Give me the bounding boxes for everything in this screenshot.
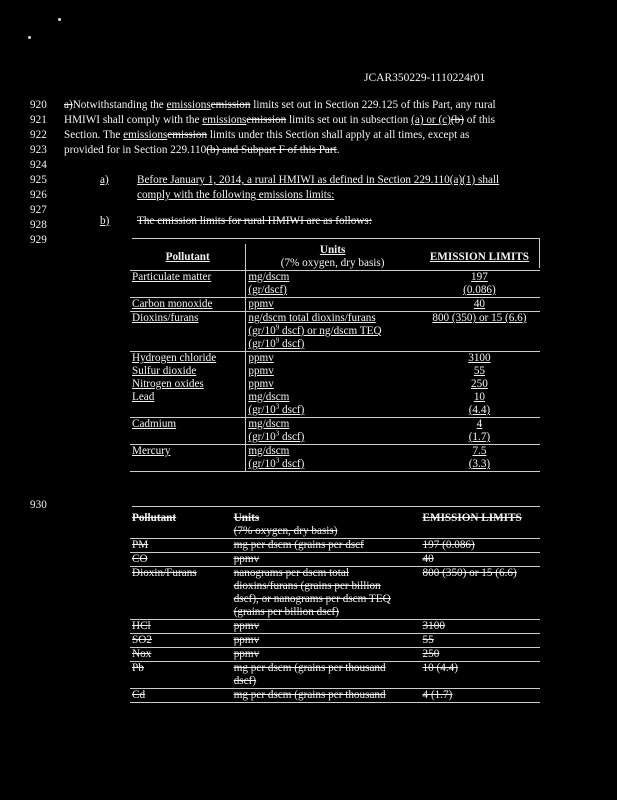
struck-text: (b) and Subpart F of this Part <box>206 144 337 156</box>
text: limits set out in subsection <box>286 114 412 126</box>
line-number: 927 <box>30 204 47 216</box>
table-row: SO2 ppmv 55 <box>130 634 540 648</box>
text: limits under this Section shall apply at all times, except as <box>207 129 470 141</box>
text: limits set out in Section 229.125 of this Part, any rural <box>250 99 496 111</box>
document-id: JCAR350229-1110224r01 <box>364 72 486 84</box>
line-number: 925 <box>30 174 47 186</box>
line-number: 926 <box>30 189 47 201</box>
table-row: HCl ppmv 3100 <box>130 620 540 634</box>
paragraph-line <box>64 99 544 112</box>
table-top-rule <box>132 506 540 507</box>
emission-limits-table-deleted <box>130 512 540 703</box>
header-cell: Units (7% oxygen, dry basis) <box>246 244 419 271</box>
table-row: Pb mg per dscm (grains per thousand dscf) 10 (4.4) <box>130 662 540 689</box>
inserted-text: emissions <box>123 129 168 141</box>
struck-text: a) <box>64 99 73 111</box>
table-row: Cadmium mg/dscm ($gr/10^3$ dscf) 4 (1.7) <box>130 418 540 445</box>
speck-dot <box>58 18 61 21</box>
line-number: 922 <box>30 129 47 141</box>
line-number: 924 <box>30 159 47 171</box>
table-row: PM mg per dscm (grains per dscf 197 (0.086) <box>130 539 540 553</box>
paragraph-line <box>64 144 544 157</box>
paragraph-line: Before January 1, 2014, a rural HMIWI as defined in Section 229.110(a)(1) shall <box>137 174 500 186</box>
paragraph-line <box>64 129 544 142</box>
table-header-row <box>130 244 540 271</box>
table-row: Nitrogen oxides ppmv 250 <box>132 378 488 390</box>
text: of this <box>463 114 495 126</box>
text: HMIWI shall comply with the <box>64 114 203 126</box>
table-row: Cd mg per dscm (grains per thousand 4 (1.7) <box>130 689 540 703</box>
table-row: Dioxins/furans ng/dscm total dioxins/furans ($gr/10^9$ dscf) or ng/dscm TEQ ($gr/10^9$ dscf) 800 (350) or 15 (6.6) <box>130 312 540 352</box>
table-row: Dioxin/Furans nanograms per dscm total dioxins/furans (grains per billion dscf), or nanograms per dscm TEQ (grains per billion dscf) 800 (350) or 15 (6.6) <box>130 567 540 620</box>
struck-text: emission <box>246 114 287 126</box>
table-row: Sulfur dioxide ppmv 55 <box>132 365 486 377</box>
emission-limits-table-new <box>130 244 540 472</box>
table-header-row: Pollutant Units (7% oxygen, dry basis) EMISSION LIMITS <box>130 512 540 539</box>
line-number: 920 <box>30 99 47 111</box>
paragraph-line <box>64 114 544 127</box>
inserted-text: emissions <box>202 114 247 126</box>
struck-text: emission <box>210 99 251 111</box>
text: Notwithstanding the <box>72 99 167 111</box>
text: . <box>336 144 340 156</box>
table-row: Hydrogen chloride ppmv 3100 <box>132 352 491 364</box>
line-number: 930 <box>30 499 47 511</box>
line-number: 929 <box>30 234 47 246</box>
text: provided for in Section 229.110 <box>64 144 207 156</box>
speck-dot <box>28 36 31 39</box>
struck-text: emission <box>167 129 208 141</box>
table-top-rule <box>132 238 540 239</box>
table-row: CO ppmv 40 <box>130 553 540 567</box>
subsection-label: a) <box>100 174 109 186</box>
header-cell: Pollutant <box>130 244 246 271</box>
inserted-text: emissions <box>166 99 211 111</box>
table-row: Lead mg/dscm ($gr/10^3$ dscf) 10 (4.4) <box>130 391 540 418</box>
header-cell: EMISSION LIMITS <box>419 244 540 271</box>
inserted-text: (a) or (c) <box>411 114 451 126</box>
subsection-label: b) <box>100 215 110 227</box>
table-row: Mercury mg/dscm ($gr/10^3$ dscf) 7.5 (3.3) <box>130 445 540 472</box>
table-row: Nox ppmv 250 <box>130 648 540 662</box>
table-row: Carbon monoxide ppmv 40 <box>130 298 540 312</box>
line-number: 928 <box>30 219 47 231</box>
struck-text: (b) <box>450 114 464 126</box>
line-number: 921 <box>30 114 47 126</box>
paragraph-line: The emission limits for rural HMIWI are as follows: <box>137 215 372 227</box>
table-row: Particulate matter mg/dscm (gr/dscf) 197 (0.086) <box>130 271 540 298</box>
text: Section. The <box>64 129 124 141</box>
line-number: 923 <box>30 144 47 156</box>
paragraph-line: comply with the following emissions limits: <box>137 189 335 201</box>
